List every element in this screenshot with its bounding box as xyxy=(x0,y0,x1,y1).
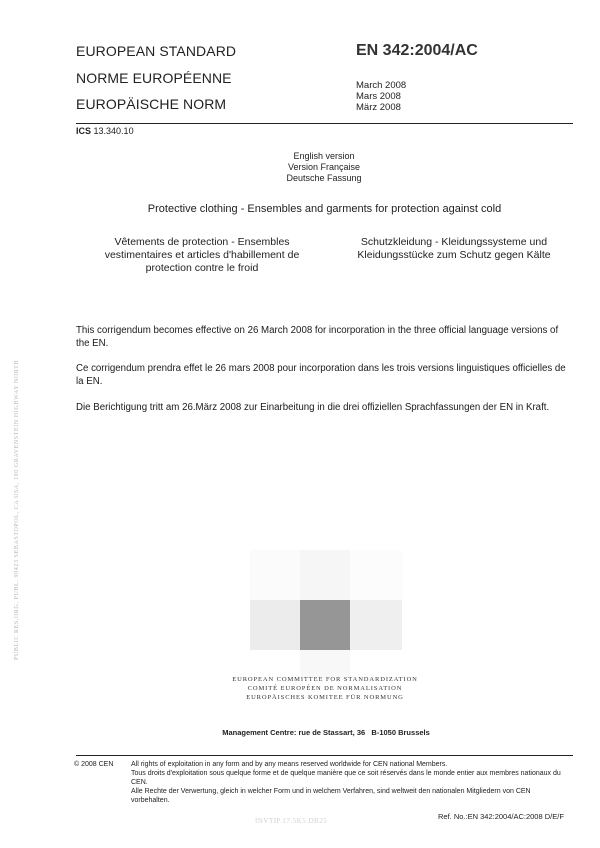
header-divider xyxy=(76,123,573,124)
corrigendum-paragraph-german: Die Berichtigung tritt am 26.März 2008 zur Einarbeitung in die drei offiziellen Sprachfassungen der EN in Kraft. xyxy=(76,402,550,413)
date-en: March 2008 xyxy=(356,80,407,91)
sidebar-watermark-text: PUBLIC RES.ORG, PUBL. 90423 SEBASTOPOL, CA USA, 100 GRAVENSTEIN HIGHWAY NORTH xyxy=(14,359,20,660)
footer-divider xyxy=(76,755,573,756)
reference-number: Ref. No.:EN 342:2004/AC:2008 D/E/F xyxy=(438,812,564,821)
language-versions xyxy=(224,151,424,184)
rights-statement xyxy=(131,760,561,805)
document-stamp: INVTIP.17.5K5.DB25 xyxy=(255,817,328,825)
title-english: Protective clothing - Ensembles and garments for protection against cold xyxy=(147,203,502,215)
cen-committee-names xyxy=(200,675,450,702)
version-english: English version xyxy=(293,151,355,161)
version-deutsch: Deutsche Fassung xyxy=(286,173,362,183)
cen-name-english: EUROPEAN COMMITTEE FOR STANDARDIZATION xyxy=(232,676,418,683)
rights-french: Tous droits d'exploitation sous quelque forme et de quelque manière que ce soit réservés dans le monde entier aux membres nationaux du CEN. xyxy=(131,770,561,786)
logo-cell xyxy=(300,550,350,600)
ics-value: 13.340.10 xyxy=(93,126,134,136)
logo-cell xyxy=(250,550,300,600)
cen-logo xyxy=(250,550,402,678)
sidebar-watermark xyxy=(14,200,24,660)
publication-dates xyxy=(356,80,406,113)
corrigendum-paragraph-english: This corrigendum becomes effective on 26 March 2008 for incorporation in the three official language versions of the EN. xyxy=(76,325,559,349)
ics-classification xyxy=(76,126,134,136)
rights-german: Alle Rechte der Verwertung, gleich in welcher Form und in welchem Verfahren, sind weltweit den nationalen Mitgliedern von CEN vorbehalten. xyxy=(131,788,531,804)
heading-europaische-norm: EUROPÄISCHE NORM xyxy=(76,96,227,112)
corrigendum-paragraph-french: Ce corrigendum prendra effet le 26 mars 2008 pour incorporation dans les trois versions linguistiques officielles de la EN. xyxy=(76,363,566,387)
heading-european-standard: EUROPEAN STANDARD xyxy=(76,43,237,59)
version-francaise: Version Française xyxy=(287,162,361,172)
date-de: März 2008 xyxy=(356,102,401,113)
date-fr: Mars 2008 xyxy=(356,91,401,102)
logo-cell xyxy=(300,650,350,678)
management-centre-address: Management Centre: rue de Stassart, 36 B-1050 Brussels xyxy=(222,728,430,737)
cen-name-german: EUROPÄISCHES KOMITEE FÜR NORMUNG xyxy=(246,694,404,701)
heading-norme-europeenne: NORME EUROPÉENNE xyxy=(76,70,232,86)
copyright-notice: © 2008 CEN xyxy=(74,761,114,768)
ics-label: ICS xyxy=(76,126,92,136)
title-german: Schutzkleidung - Kleidungssysteme und Kleidungsstücke zum Schutz gegen Kälte xyxy=(357,236,551,261)
logo-cell xyxy=(300,600,350,650)
cen-name-french: COMITÉ EUROPÉEN DE NORMALISATION xyxy=(247,685,403,692)
standard-id: EN 342:2004/AC xyxy=(356,42,478,59)
title-french: Vêtements de protection - Ensembles vestimentaires et articles d'habillement de protection contre le froid xyxy=(104,236,300,274)
logo-cell xyxy=(250,600,300,650)
logo-cell xyxy=(350,550,402,600)
rights-english: All rights of exploitation in any form and by any means reserved worldwide for CEN national Members. xyxy=(131,761,448,768)
logo-cell xyxy=(350,600,402,650)
